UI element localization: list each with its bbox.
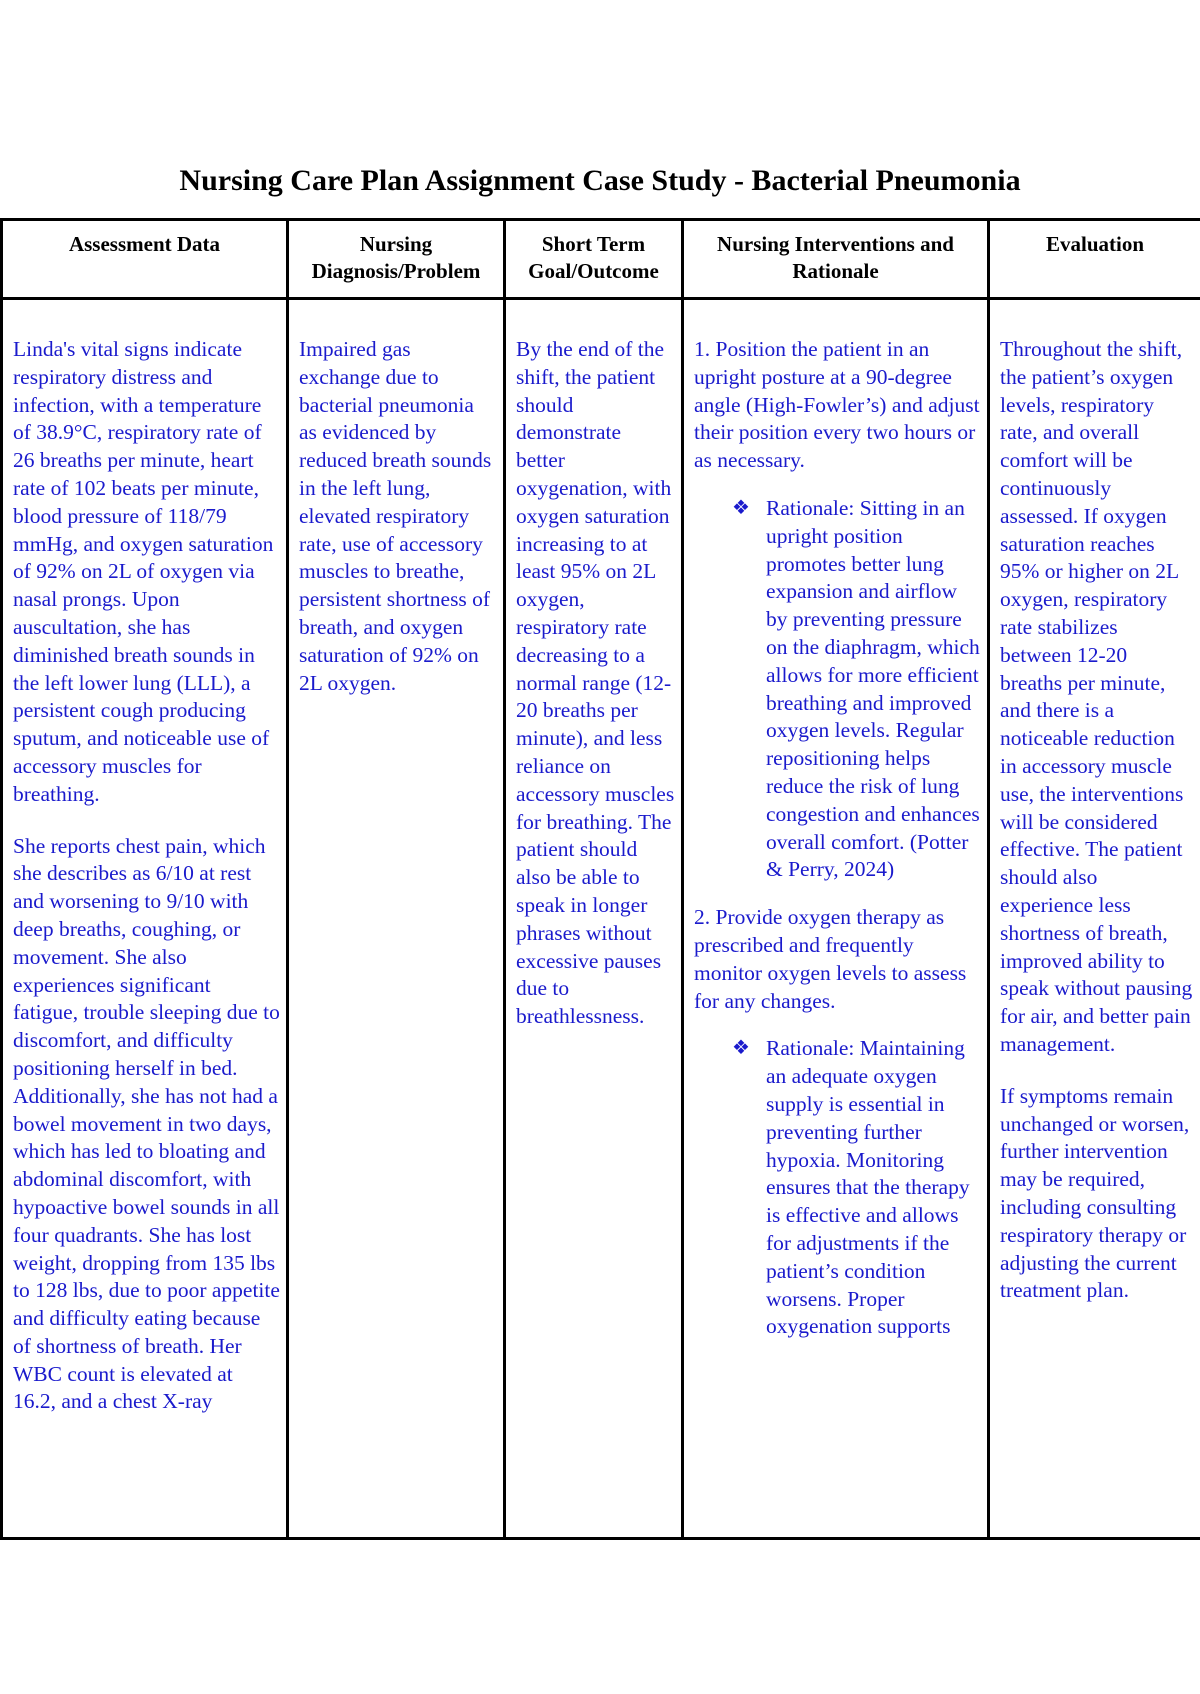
rationale-item-2 xyxy=(732,1035,981,1341)
rationale-text-2: Rationale: Maintaining an adequate oxygen supply is essential in preventing further hypoxia. Monitoring ensures that the therapy is effective and allows for adjustments if the patient’s condition worsens. Proper oxygenation supports xyxy=(766,1036,970,1339)
assessment-cell xyxy=(2,299,288,1539)
diamond-bullet-icon: ❖ xyxy=(732,1037,750,1060)
evaluation-paragraph-2: If symptoms remain unchanged or worsen, further intervention may be required, including consulting respiratory therapy or adjusting the current treatment plan. xyxy=(1000,1083,1190,1303)
header-row xyxy=(2,220,1200,299)
interventions-cell xyxy=(683,299,989,1539)
assessment-paragraph-1: Linda's vital signs indicate respiratory distress and infection, with a temperature of 38.9°C, respiratory rate of 26 breaths per minute, heart rate of 102 beats per minute, blood pressure of 118/79 mmHg, and oxygen saturation of 92% on 2L of oxygen via nasal prongs. Upon auscultation, she has diminished breath sounds in the left lower lung (LLL), a persistent cough producing sputum, and noticeable use of accessory muscles for breathing. xyxy=(13,337,274,806)
interventions-list xyxy=(694,336,981,1341)
header-short-term-goal: Short Term Goal/Outcome xyxy=(505,220,683,299)
rationale-item-1 xyxy=(732,495,981,884)
page-title: Nursing Care Plan Assignment Case Study - Bacterial Pneumonia xyxy=(179,164,1021,198)
evaluation-cell xyxy=(989,299,1200,1539)
goal-text: By the end of the shift, the patient should demonstrate better oxygenation, with oxygen saturation increasing to at least 95% on 2L oxygen, respiratory rate decreasing to a normal range (12-20 breaths per minute), and less reliance on accessory muscles for breathing. The patient should also be able to speak in longer phrases without excessive pauses due to breathlessness. xyxy=(516,337,675,1029)
header-interventions: Nursing Interventions and Rationale xyxy=(683,220,989,299)
diagnosis-cell xyxy=(288,299,505,1539)
rationale-text-1: Rationale: Sitting in an upright position promotes better lung expansion and airflow by preventing pressure on the diaphragm, which allows for more efficient breathing and improved oxygen levels. Regular repositioning helps reduce the risk of lung congestion and enhances overall comfort. (Potter & Perry, 2024) xyxy=(766,495,980,882)
care-plan-table xyxy=(0,218,1200,1540)
header-evaluation: Evaluation xyxy=(989,220,1200,299)
header-assessment-data: Assessment Data xyxy=(2,220,288,299)
content-row xyxy=(2,299,1200,1539)
intervention-step-1: 1. Position the patient in an upright posture at a 90-degree angle (High-Fowler’s) and adjust their position every two hours or as necessary. xyxy=(694,337,980,473)
evaluation-paragraph-1: Throughout the shift, the patient’s oxygen levels, respiratory rate, and overall comfort will be continuously assessed. If oxygen saturation reaches 95% or higher on 2L oxygen, respiratory rate stabilizes between 12-20 breaths per minute, and there is a noticeable reduction in accessory muscle use, the interventions will be considered effective. The patient should also experience less shortness of breath, improved ability to speak without pausing for air, and better pain management. xyxy=(1000,337,1193,1056)
goal-cell xyxy=(505,299,683,1539)
diagnosis-text: Impaired gas exchange due to bacterial pneumonia as evidenced by reduced breath sounds in the left lung, elevated respiratory rate, use of accessory muscles to breathe, persistent shortness of breath, and oxygen saturation of 92% on 2L oxygen. xyxy=(299,337,492,695)
assessment-paragraph-2: She reports chest pain, which she describes as 6/10 at rest and worsening to 9/10 with deep breaths, coughing, or movement. She also experiences significant fatigue, trouble sleeping due to discomfort, and difficulty positioning herself in bed. Additionally, she has not had a bowel movement in two days, which has led to bloating and abdominal discomfort, with hypoactive bowel sounds in all four quadrants. She has lost weight, dropping from 135 lbs to 128 lbs, due to poor appetite and difficulty eating because of shortness of breath. Her WBC count is elevated at 16.2, and a chest X-ray xyxy=(13,833,280,1414)
header-nursing-diagnosis: Nursing Diagnosis/Problem xyxy=(288,220,505,299)
diamond-bullet-icon: ❖ xyxy=(732,496,750,519)
intervention-step-2: 2. Provide oxygen therapy as prescribed and frequently monitor oxygen levels to assess for any changes. xyxy=(694,905,967,1013)
